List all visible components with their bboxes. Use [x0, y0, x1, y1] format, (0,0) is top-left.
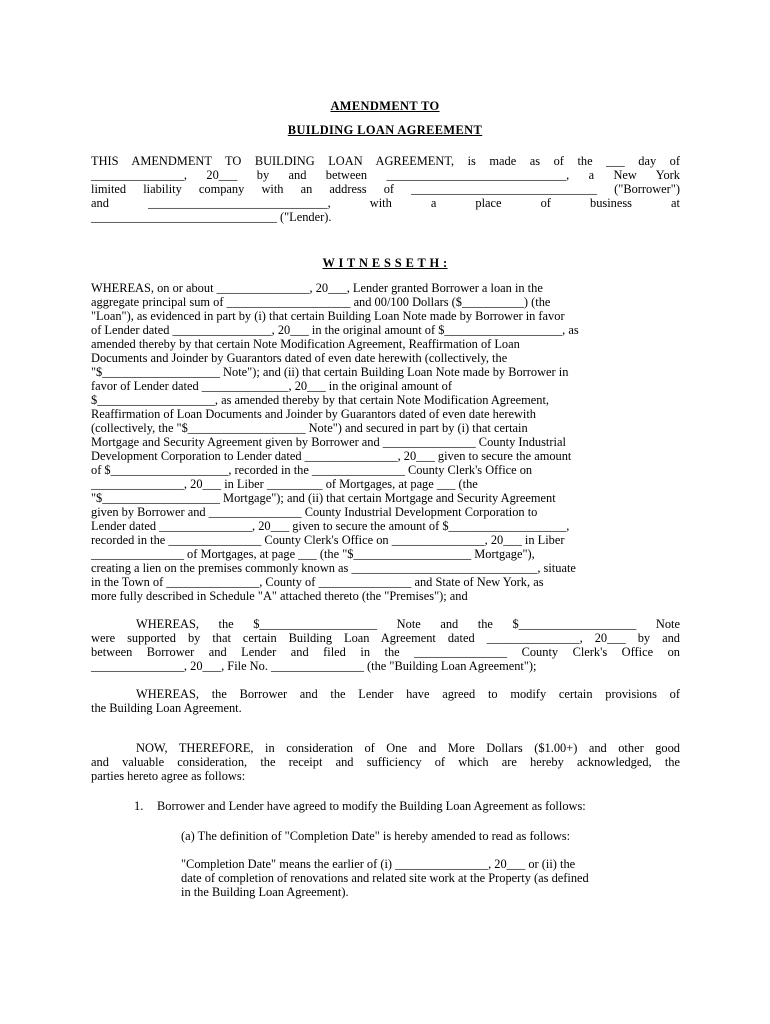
- whereas1-line: Development Corporation to Lender dated _______________, 20___ given to secure the amount: [91, 449, 572, 463]
- intro-line: _______________, 20___ by and between _____________________________, a New York: [91, 168, 680, 182]
- whereas1-line: WHEREAS, on or about _______________, 20___, Lender granted Borrower a loan in the: [91, 281, 543, 295]
- now-therefore-line: and valuable consideration, the receipt and sufficiency of which are hereby acknowledged, the: [91, 755, 680, 769]
- whereas-paragraph-3: [91, 701, 680, 715]
- whereas-paragraph-2-first: [136, 617, 680, 631]
- whereas1-line: Reaffirmation of Loan Documents and Joinder by Guarantors dated of even date herewith: [91, 407, 536, 421]
- title-line-1: AMENDMENT TO: [330, 99, 440, 113]
- whereas3-line: WHEREAS, the Borrower and the Lender have agreed to modify certain provisions of: [136, 687, 680, 701]
- intro-line: ______________________________ ("Lender).: [91, 210, 332, 224]
- whereas2-line: were supported by that certain Building Loan Agreement dated _______________, 20___ by and: [91, 631, 680, 645]
- whereas1-line: "$___________________ Note"); and (ii) that certain Building Loan Note made by Borrower in: [91, 365, 569, 379]
- item-1a-text: (a) The definition of "Completion Date" is hereby amended to read as follows:: [181, 829, 571, 843]
- whereas1-line: recorded in the _______________ County Clerk's Office on _______________, 20___ in Liber: [91, 533, 565, 547]
- witnesseth-heading: W I T N E S S E T H :: [322, 256, 448, 270]
- whereas1-line: of $___________________, recorded in the _______________ County Clerk's Office on: [91, 463, 533, 477]
- now-therefore-first: [136, 741, 680, 755]
- intro-paragraph: [91, 154, 680, 224]
- whereas1-line: given by Borrower and _______________ County Industrial Development Corporation to: [91, 505, 538, 519]
- completion-line: "Completion Date" means the earlier of (i) _______________, 20___ or (ii) the: [181, 857, 576, 871]
- whereas1-line: "$___________________ Mortgage"); and (ii) that certain Mortgage and Security Agreement: [91, 491, 556, 505]
- whereas3-line: the Building Loan Agreement.: [91, 701, 242, 715]
- intro-line: THIS AMENDMENT TO BUILDING LOAN AGREEMENT, is made as of the ___ day of: [91, 154, 680, 168]
- whereas1-line: "Loan"), as evidenced in part by (i) that certain Building Loan Note made by Borrower in favor: [91, 309, 565, 323]
- now-therefore-paragraph: [91, 755, 680, 783]
- whereas1-line: _______________, 20___ in Liber _________ of Mortgages, at page ___ (the: [91, 477, 478, 491]
- now-therefore-line: parties hereto agree as follows:: [91, 769, 246, 783]
- whereas1-line: (collectively, the "$___________________ Note") and secured in part by (i) that certain: [91, 421, 528, 435]
- now-therefore-line: NOW, THEREFORE, in consideration of One and More Dollars ($1.00+) and other good: [136, 741, 680, 755]
- item-1-text: Borrower and Lender have agreed to modify the Building Loan Agreement as follows:: [157, 799, 586, 813]
- whereas1-line: in the Town of _______________, County of _______________ and State of New York, as: [91, 575, 544, 589]
- whereas1-line: Documents and Joinder by Guarantors dated of even date herewith (collectively, the: [91, 351, 508, 365]
- whereas1-line: more fully described in Schedule "A" attached thereto (the "Premises"); and: [91, 589, 468, 603]
- completion-line: date of completion of renovations and related site work at the Property (as defined: [181, 871, 589, 885]
- whereas1-line: aggregate principal sum of ____________________ and 00/100 Dollars ($__________) (the: [91, 295, 551, 309]
- whereas1-line: _______________ of Mortgages, at page ___ (the "$___________________ Mortgage"),: [91, 547, 535, 561]
- intro-line: limited liability company with an address of ______________________________ ("Borrower"): [91, 182, 680, 196]
- whereas-paragraph-3-first: [136, 687, 680, 701]
- whereas1-line: creating a lien on the premises commonly known as ______________________________, situate: [91, 561, 576, 575]
- whereas1-line: $___________________, as amended thereby by that certain Note Modification Agreement,: [91, 393, 549, 407]
- whereas2-line: between Borrower and Lender and filed in the _______________ County Clerk's Office on: [91, 645, 680, 659]
- whereas1-line: Lender dated _______________, 20___ given to secure the amount of $___________________,: [91, 519, 570, 533]
- whereas-paragraph-2: [91, 631, 680, 673]
- whereas1-line: Mortgage and Security Agreement given by Borrower and _______________ County Industrial: [91, 435, 566, 449]
- whereas1-line: of Lender dated ________________, 20___ in the original amount of $___________________, as: [91, 323, 579, 337]
- whereas2-line: WHEREAS, the $___________________ Note and the $___________________ Note: [136, 617, 680, 631]
- whereas1-line: amended thereby by that certain Note Modification Agreement, Reaffirmation of Loan: [91, 337, 520, 351]
- whereas2-line: _______________, 20___, File No. _______________ (the "Building Loan Agreement");: [91, 659, 537, 673]
- item-1-number: 1.: [134, 799, 144, 813]
- whereas-paragraph-1: [91, 281, 680, 603]
- title-line-2: BUILDING LOAN AGREEMENT: [287, 123, 483, 137]
- intro-line: and _____________________________, with a place of business at: [91, 196, 680, 210]
- completion-line: in the Building Loan Agreement).: [181, 885, 349, 899]
- whereas1-line: favor of Lender dated ______________, 20___ in the original amount of: [91, 379, 452, 393]
- completion-date-definition: [181, 857, 680, 899]
